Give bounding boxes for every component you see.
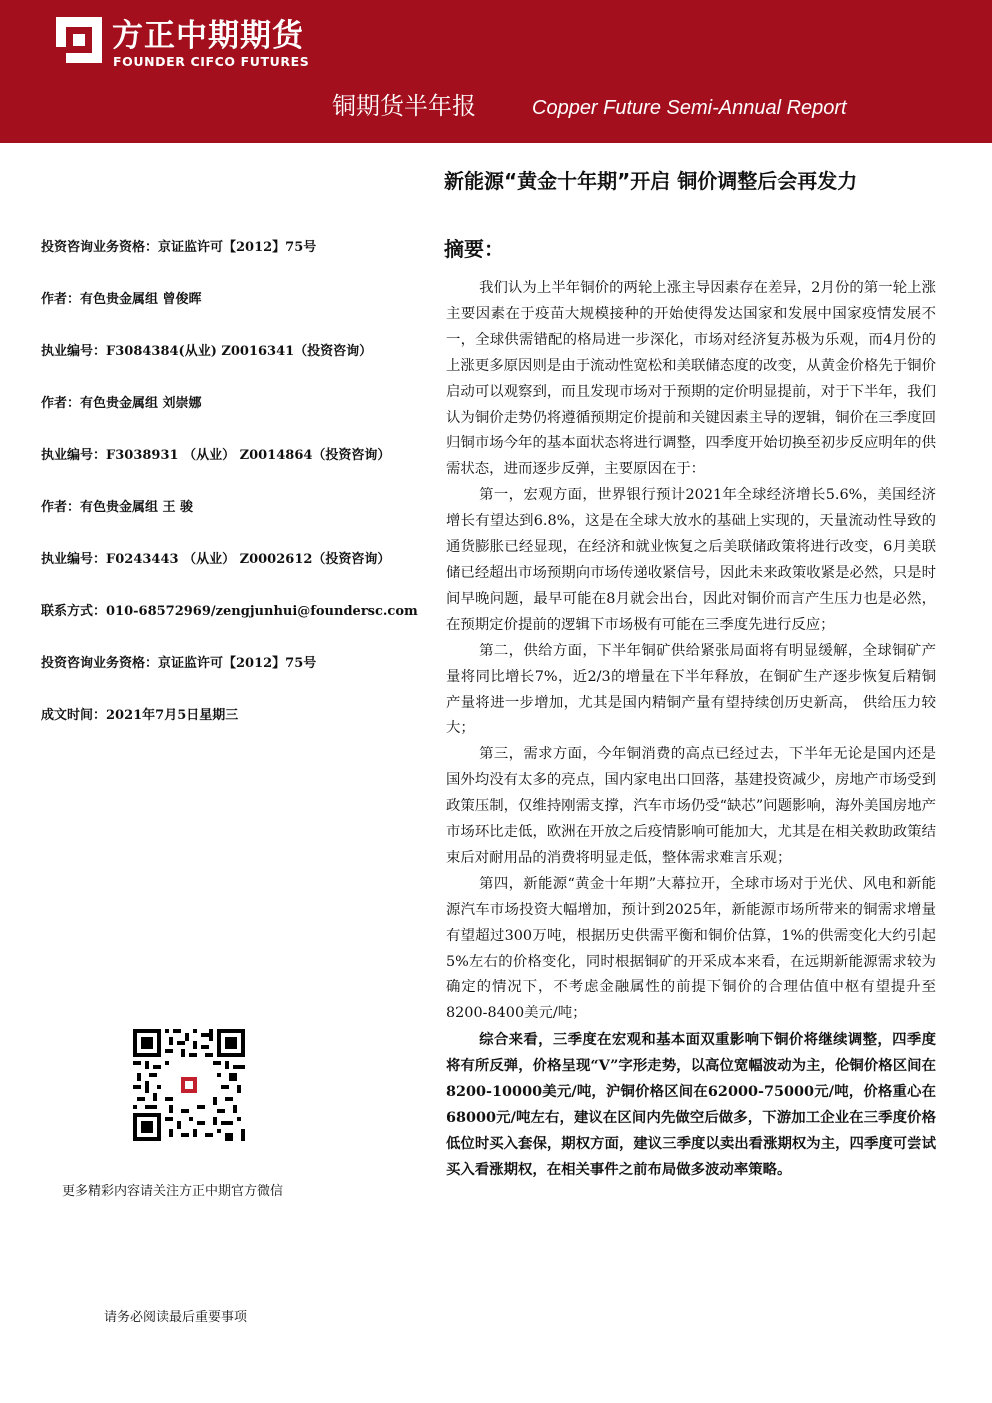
- qr-caption: 更多精彩内容请关注方正中期官方微信: [62, 1184, 284, 1199]
- summary-conclusion: 综合来看，三季度在宏观和基本面双重影响下铜价将继续调整，四季度将有所反弹，价格呈现“V”字形走势，以高位宽幅波动为主，伦铜价格区间在8200-10000美元/吨，沪铜价格区间在62000-75000元/吨，价格重心在68000元/吨左右，建议在区间内先做空后做多，下游加工企业在三季度价格低位时买入套保，期权方面，建议三季度以卖出看涨期权为主，四季度可尝试买入看涨期权，在相关事件之前布局做多波动率策略。: [446, 1031, 936, 1178]
- license-number-line: 执业编号：F3084384(从业) Z0016341（投资咨询）: [41, 344, 373, 359]
- written-date-line: 成文时间：2021年7月5日星期三: [41, 708, 239, 723]
- qualification-line: 投资咨询业务资格：京证监许可【2012】75号: [41, 240, 317, 255]
- important-notice: 请务必阅读最后重要事项: [104, 1310, 248, 1325]
- author-line: 作者：有色贵金属组 刘崇娜: [41, 396, 202, 411]
- report-type-en: Copper Future Semi-Annual Report: [532, 97, 847, 119]
- brand-name-en: FOUNDER CIFCO FUTURES: [113, 54, 310, 69]
- summary-heading: 摘要：: [444, 237, 504, 261]
- contact-line: 联系方式：010-68572969/zengjunhui@foundersc.com: [41, 604, 418, 619]
- summary-paragraph: 第三，需求方面，今年铜消费的高点已经过去，下半年无论是国内还是国外均没有太多的亮点，国内家电出口回落，基建投资减少，房地产市场受到政策压制，仅维持刚需支撑，汽车市场仍受“缺芯”问题影响，海外美国房地产市场环比走低，欧洲在开放之后疫情影响可能加大，尤其是在相关救助政策结束后对耐用品的消费将明显走低，整体需求难言乐观；: [446, 746, 936, 866]
- report-type-cn: 铜期货半年报: [332, 92, 476, 120]
- founder-logo-icon: [56, 17, 102, 63]
- document-title: 新能源“黄金十年期”开启 铜价调整后会再发力: [444, 169, 858, 193]
- wechat-qr-code: [133, 1029, 245, 1141]
- qualification-line: 投资咨询业务资格：京证监许可【2012】75号: [41, 656, 317, 671]
- summary-paragraph: 第四，新能源“黄金十年期”大幕拉开，全球市场对于光伏、风电和新能源汽车市场投资大幅增加，预计到2025年，新能源市场所带来的铜需求增量有望超过300万吨，根据历史供需平衡和铜价估算，1%的供需变化大约引起5%左右的价格变化，同时根据铜矿的开采成本来看，在远期新能源需求较为确定的情况下，不考虑金融属性的前提下铜价的合理估值中枢有望提升至8200-8400美元/吨；: [446, 875, 936, 1022]
- summary-paragraph: 我们认为上半年铜价的两轮上涨主导因素存在差异，2月份的第一轮上涨主要因素在于疫苗大规模接种的开始使得发达国家和发展中国家疫情发展不一，全球供需错配的格局进一步深化，市场对经济复苏极为乐观，而4月份的上涨更多原因则是由于流动性宽松和美联储态度的改变，从黄金价格先于铜价启动可以观察到，而且发现市场对于预期的定价明显提前，对于下半年，我们认为铜价走势仍将遵循预期定价提前和关键因素主导的逻辑，铜价在三季度回归铜市场今年的基本面状态将进行调整，四季度开始切换至初步反应明年的供需状态，进而逐步反弹，主要原因在于：: [446, 280, 936, 478]
- license-number-line: 执业编号：F3038931 （从业） Z0014864（投资咨询）: [41, 448, 391, 463]
- summary-paragraph: 第一，宏观方面，世界银行预计2021年全球经济增长5.6%，美国经济增长有望达到6.8%，这是在全球大放水的基础上实现的，天量流动性导致的通货膨胀已经显现，在经济和就业恢复之后美联储政策将进行改变，6月美联储已经超出市场预期向市场传递收紧信号，因此未来政策收紧是必然，只是时间早晚问题，最早可能在8月就会出台，因此对铜价而言产生压力也是必然，在预期定价提前的逻辑下市场极有可能在三季度先进行反应；: [446, 487, 936, 633]
- author-line: 作者：有色贵金属组 王 骏: [41, 500, 194, 515]
- summary-body: [446, 276, 936, 1183]
- header-banner: [0, 0, 992, 143]
- author-line: 作者：有色贵金属组 曾俊晖: [41, 292, 202, 307]
- license-number-line: 执业编号：F0243443 （从业） Z0002612（投资咨询）: [41, 552, 391, 567]
- brand-name-cn: 方正中期期货: [112, 18, 304, 54]
- summary-paragraph: 第二，供给方面，下半年铜矿供给紧张局面将有明显缓解，全球铜矿产量将同比增长7%，近2/3的增量在下半年释放，在铜矿生产逐步恢复后精铜产量将进一步增加，尤其是国内精铜产量有望持续创历史新高， 供给压力较大；: [446, 642, 936, 737]
